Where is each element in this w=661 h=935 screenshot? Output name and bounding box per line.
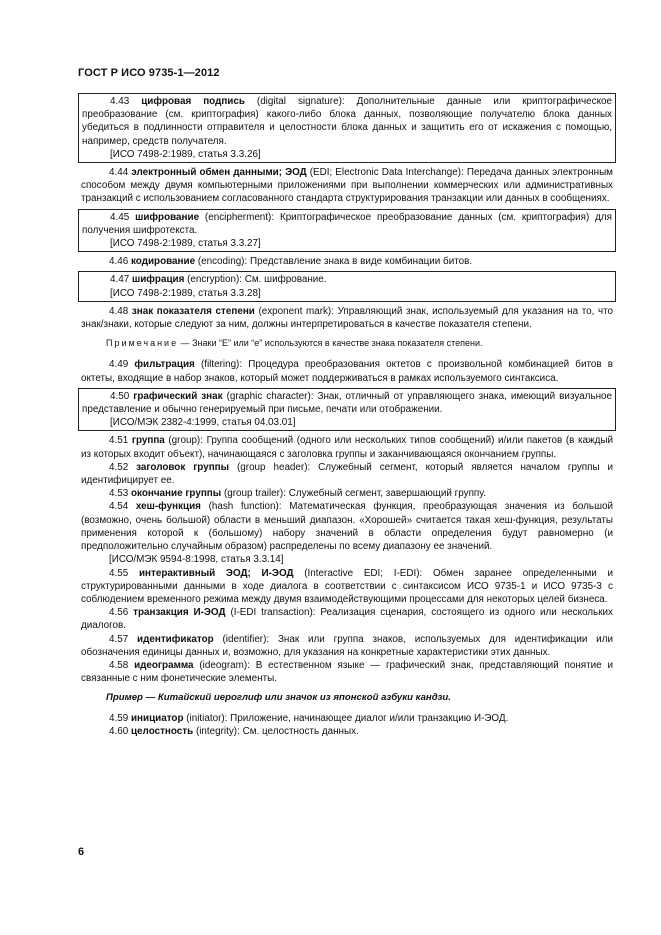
reference: [ИСО 7498-2:1989, статья 3.3.26]: [110, 148, 261, 160]
term-entry-4-49: 4.49 фильтрация (filtering): Процедура преобразования октетов с произвольной комбинацией битов в октеты, входящие в набор знаков, который может поддерживаться в рамках используемого синтаксиса.: [81, 359, 613, 384]
term: группа: [131, 435, 165, 447]
term: шифрование: [135, 211, 200, 223]
note-text: — Знаки “E” или “e” используются в качестве знака показателя степени.: [180, 338, 483, 349]
term: хеш-функция: [135, 501, 201, 513]
term-entry-4-50: 4.50 графический знак (graphic character): Знак, отличный от управляющего знака, имеющий визуальное представление и обычно генерируемый при письме, печати или отображении. [ИСО/МЭК 2382-4:1999, статья 04.03.01]: [78, 388, 616, 432]
term: интерактивный ЭОД; И-ЭОД: [138, 567, 294, 579]
term-entry-4-43: 4.43 цифровая подпись (digital signature): Дополнительные данные или криптографическое преобразование (см. криптография) какого-либо блока данных, позволяющие получателю блока данных убедиться в подлинности отправителя и целостности блока данных и защитить его от искажения с помощью, например, средств получателя. [ИСО 7498-2:1989, статья 3.3.26]: [78, 93, 616, 163]
document-header: ГОСТ Р ИСО 9735-1—2012: [78, 67, 220, 79]
term: фильтрация: [134, 359, 195, 371]
example-4-58: Пример — Китайский иероглиф или значок из японской азбуки кандзи.: [106, 692, 451, 704]
page-number: 6: [78, 846, 85, 858]
term: заголовок группы: [136, 461, 230, 473]
reference: [ИСО 7498-2:1989, статья 3.3.27]: [110, 238, 261, 250]
term: инициатор: [130, 712, 184, 724]
term-entry-4-47: 4.47 шифрация (encryption): См. шифрование. [ИСО 7498-2:1989, статья 3.3.28]: [78, 271, 616, 301]
term: целостность: [130, 725, 194, 737]
term-entry-4-59: 4.59 инициатор (initiator): Приложение, начинающее диалог и/или транзакцию И-ЭОД. 4.60 целостность (integrity): См. целостность данных.: [109, 712, 509, 737]
reference: [ИСО 7498-2:1989, статья 3.3.28]: [110, 287, 261, 299]
term: электронный обмен данными; ЭОД: [131, 167, 307, 179]
note-label: Примечание: [106, 338, 179, 349]
term: графический знак: [133, 390, 223, 402]
term: транзакция И-ЭОД: [133, 607, 226, 619]
term: цифровая подпись: [141, 96, 245, 107]
terms-list: [78, 93, 616, 741]
term-entry-4-45: 4.45 шифрование (encipherment): Криптографическое преобразование данных (см. криптография) для получения шифротекста. [ИСО 7498-2:1989, статья 3.3.27]: [78, 209, 616, 253]
reference: [ИСО/МЭК 9594-8:1998, статья 3.3.14]: [109, 554, 284, 566]
term-entry-4-48: 4.48 знак показателя степени (exponent mark): Управляющий знак, используемый для указания на то, что знак/знаки, которые следуют за ним, должны интерпретироваться в качестве показателя степени.: [81, 305, 613, 331]
term: идентификатор: [137, 633, 214, 645]
term: кодирование: [130, 256, 196, 268]
note-4-48: [78, 337, 616, 350]
term: окончание группы: [130, 488, 222, 500]
term: знак показателя степени: [131, 305, 255, 317]
term-entry-4-51: 4.51 группа (group): Группа сообщений (одного или нескольких типов сообщений) и/или пакетов (в каждый из которых входит объект), начинающаяся с заголовка группы и заканчивающаяся окончанием группы. 4.52 заголовок группы (group header): Служебный сегмент, который является началом группы и идентифицирует ее. 4.53 окончание группы (group trailer): Служебный сегмент, завершающий группу. 4.54 хеш-функция (hash function): Математическая функция, преобразующая значения из большой (возможно, очень большой) области в меньший диапазон. «Хорошей» считается такая хеш-функция, результаты применения которой к (большому) набору значений в области определения будут равномерно (и предположительно случайным образом) распределены по всему диапазону ее значений. [ИСО/МЭК 9594-8:1998, статья 3.3.14] 4.55 интерактивный ЭОД; И-ЭОД (Interactive EDI; I-EDI): Обмен заранее определенными и структурированными данными в ходе диалога в соответствии с синтаксисом ИСО 9735-1 и ИСО 9735-3 с соблюдением временного режима между двумя взаимодействующими процессами для некоторых целей бизнеса. 4.56 транзакция И-ЭОД (I-EDI transaction): Реализация сценария, состоящего из одного или нескольких диалогов. 4.57 идентификатор (identifier): Знак или группа знаков, используемых для идентификации или обозначения единицы данных и, возможно, для указания на конкретные характеристики этих данных. 4.58 идеограмма (ideogram): В естественном языке — графический знак, представляющий понятие и связанные с ним фонетические элементы.: [81, 435, 614, 685]
term: идеограмма: [134, 659, 194, 671]
term-entry-4-44: 4.44 электронный обмен данными; ЭОД (EDI; Electronic Data Interchange): Передача данных электронным способом между двумя компьютерными приложениями при выполнении коммерческих или административных транзакций с использованием согласованного стандарта структурирования транзакции или данных в сообщениях.: [81, 167, 613, 205]
term-entry-4-46: 4.46 кодирование (encoding): Представление знака в виде комбинации битов.: [109, 256, 473, 268]
reference: [ИСО/МЭК 2382-4:1999, статья 04.03.01]: [110, 417, 296, 429]
term: шифрация: [131, 274, 185, 286]
